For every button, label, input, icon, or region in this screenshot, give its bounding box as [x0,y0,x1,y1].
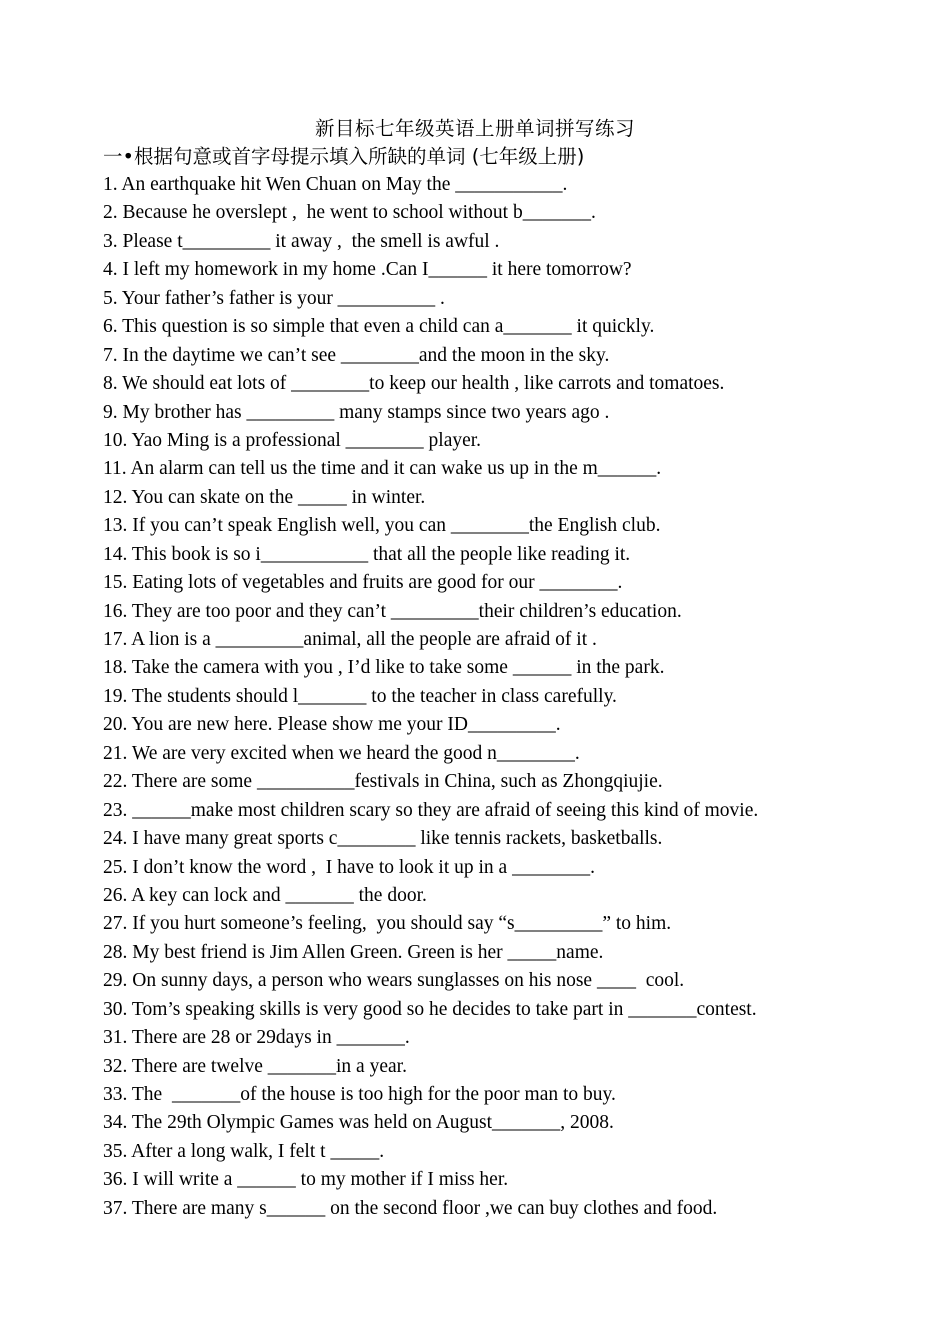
question-item: 6. This question is so simple that even a child can a_______ it quickly. [103,316,655,338]
section-heading: 一•根据句意或首字母提示填入所缺的单词 (七年级上册) [103,145,585,168]
question-item: 34. The 29th Olympic Games was held on August_______, 2008. [103,1112,614,1134]
question-item: 3. Please t_________ it away , the smell is awful . [103,230,500,252]
question-item: 23. ______make most children scary so they are afraid of seeing this kind of movie. [103,799,759,821]
question-item: 26. A key can lock and _______ the door. [103,884,427,906]
question-item: 22. There are some __________festivals in China, such as Zhongqiujie. [103,771,663,793]
question-item: 28. My best friend is Jim Allen Green. Green is her _____name. [103,941,604,963]
question-item: 32. There are twelve _______in a year. [103,1055,407,1077]
question-item: 1. An earthquake hit Wen Chuan on May the ___________. [103,174,568,195]
question-item: 8. We should eat lots of ________to keep our health , like carrots and tomatoes. [103,373,725,395]
question-item: 12. You can skate on the _____ in winter. [103,486,426,508]
question-item: 13. If you can’t speak English well, you can ________the English club. [103,515,661,537]
question-item: 35. After a long walk, I felt t _____. [103,1140,385,1162]
question-item: 17. A lion is a _________animal, all the people are afraid of it . [103,629,597,650]
question-item: 36. I will write a ______ to my mother if I miss her. [103,1169,509,1191]
question-item: 14. This book is so i___________ that all the people like reading it. [103,543,631,565]
question-item: 16. They are too poor and they can’t _________their children’s education. [103,600,682,622]
question-item: 10. Yao Ming is a professional ________ player. [103,429,482,451]
document-title: 新目标七年级英语上册单词拼写练习 [314,117,635,140]
question-item: 11. An alarm can tell us the time and it can wake us up in the m______. [103,458,662,480]
question-item: 15. Eating lots of vegetables and fruits are good for our ________. [103,572,623,594]
question-item: 30. Tom’s speaking skills is very good so he decides to take part in _______contest. [103,998,757,1020]
question-item: 33. The _______of the house is too high for the poor man to buy. [103,1084,616,1105]
question-item: 27. If you hurt someone’s feeling, you should say “s_________” to him. [103,913,672,935]
question-item: 24. I have many great sports c________ like tennis rackets, basketballs. [103,828,663,850]
question-item: 29. On sunny days, a person who wears sunglasses on his nose ____ cool. [103,970,685,992]
question-item: 21. We are very excited when we heard the good n________. [103,742,580,764]
question-item: 37. There are many s______ on the second floor ,we can buy clothes and food. [103,1197,718,1219]
question-item: 31. There are 28 or 29days in _______. [103,1027,410,1049]
question-list [103,171,903,1223]
question-item: 20. You are new here. Please show me your ID_________. [103,714,561,736]
question-item: 5. Your father’s father is your __________ . [103,287,445,309]
question-item: 4. I left my homework in my home .Can I______ it here tomorrow? [103,259,632,281]
question-item: 19. The students should l_______ to the teacher in class carefully. [103,685,617,707]
question-item: 9. My brother has _________ many stamps since two years ago . [103,401,610,423]
question-item: 7. In the daytime we can’t see ________and the moon in the sky. [103,344,610,366]
question-item: 18. Take the camera with you , I’d like to take some ______ in the park. [103,657,665,679]
question-item: 25. I don’t know the word , I have to look it up in a ________. [103,856,595,878]
question-item: 2. Because he overslept , he went to school without b_______. [103,202,596,224]
